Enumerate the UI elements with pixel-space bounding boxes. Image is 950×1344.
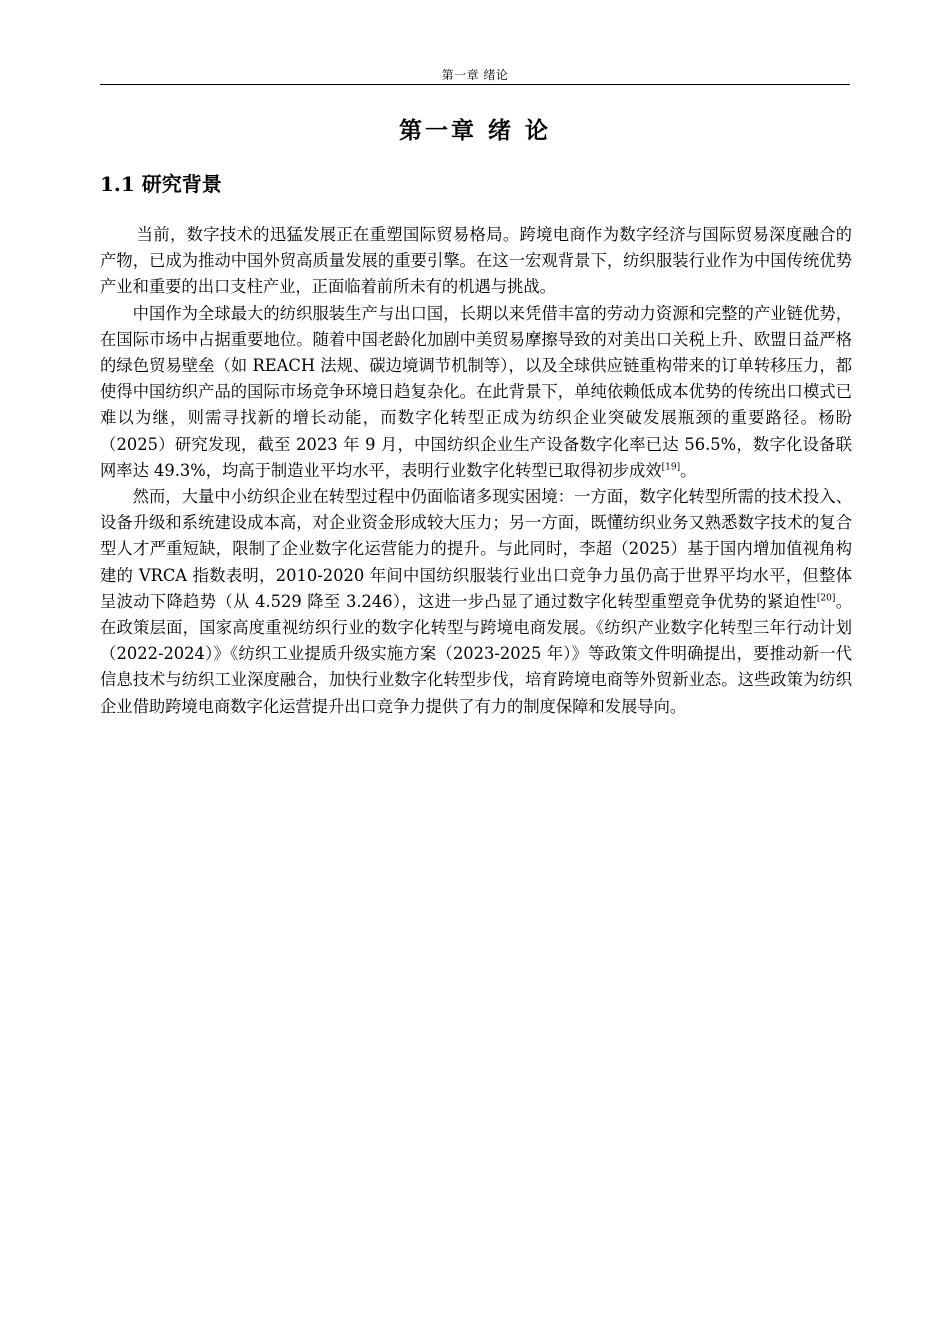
- running-header: 第一章 绪论: [441, 68, 509, 82]
- citation-19: [19]: [661, 462, 681, 473]
- paragraph-2: [100, 301, 852, 484]
- paragraph-3-text: 然而，大量中小纺织企业在转型过程中仍面临诸多现实困境：一方面，数字化转型所需的技术投入、设备升级和系统建设成本高，对企业资金形成较大压力；另一方面，既懂纺织业务又熟悉数字技术的复合型人才严重短缺，限制了企业数字化运营能力的提升。与此同时，李超（2025）基于国内增加值视角构建的 VRCA 指数表明，2010-2020 年间中国纺织服装行业出口竞争力虽仍高于世界平均水平，但整体呈波动下降趋势（从 4.529 降至 3.246），这进一步凸显了通过数字化转型重塑竞争优势的紧迫性: [100, 487, 852, 611]
- body-text: [100, 222, 852, 720]
- paragraph-3: [100, 484, 852, 720]
- paragraph-1: [100, 222, 852, 301]
- header-rule: [100, 84, 850, 85]
- paragraph-2-text: 中国作为全球最大的纺织服装生产与出口国，长期以来凭借丰富的劳动力资源和完整的产业链优势，在国际市场中占据重要地位。随着中国老龄化加剧中美贸易摩擦导致的对美出口关税上升、欧盟日益严格的绿色贸易壁垒（如 REACH 法规、碳边境调节机制等），以及全球供应链重构带来的订单转移压力，都使得中国纺织产品的国际市场竞争环境日趋复杂化。在此背景下，单纯依赖低成本优势的传统出口模式已难以为继，则需寻找新的增长动能，而数字化转型正成为纺织企业突破发展瓶颈的重要路径。杨盼（2025）研究发现，截至 2023 年 9 月，中国纺织企业生产设备数字化率已达 56.5%，数字化设备联网率达 49.3%，均高于制造业平均水平，表明行业数字化转型已取得初步成效: [100, 303, 852, 480]
- paragraph-1-text: 当前，数字技术的迅猛发展正在重塑国际贸易格局。跨境电商作为数字经济与国际贸易深度融合的产物，已成为推动中国外贸高质量发展的重要引擎。在这一宏观背景下，纺织服装行业作为中国传统优势产业和重要的出口支柱产业，正面临着前所未有的机遇与挑战。: [100, 225, 852, 297]
- chapter-title: 第一章 绪 论: [398, 117, 551, 144]
- paragraph-3-tail: 。在政策层面，国家高度重视纺织行业的数字化转型与跨境电商发展。《纺织产业数字化转型三年行动计划（2022-2024）》《纺织工业提质升级实施方案（2023-2025 年）》等政策文件明确提出，要推动新一代信息技术与纺织工业深度融合，加快行业数字化转型步伐，培育跨境电商等外贸新业态。这些政策为纺织企业借助跨境电商数字化运营提升出口竞争力提供了有力的制度保障和发展导向。: [100, 591, 852, 716]
- section-title: 1.1 研究背景: [100, 172, 222, 196]
- citation-20: [20]: [816, 593, 836, 604]
- paragraph-2-tail: 。: [680, 460, 697, 480]
